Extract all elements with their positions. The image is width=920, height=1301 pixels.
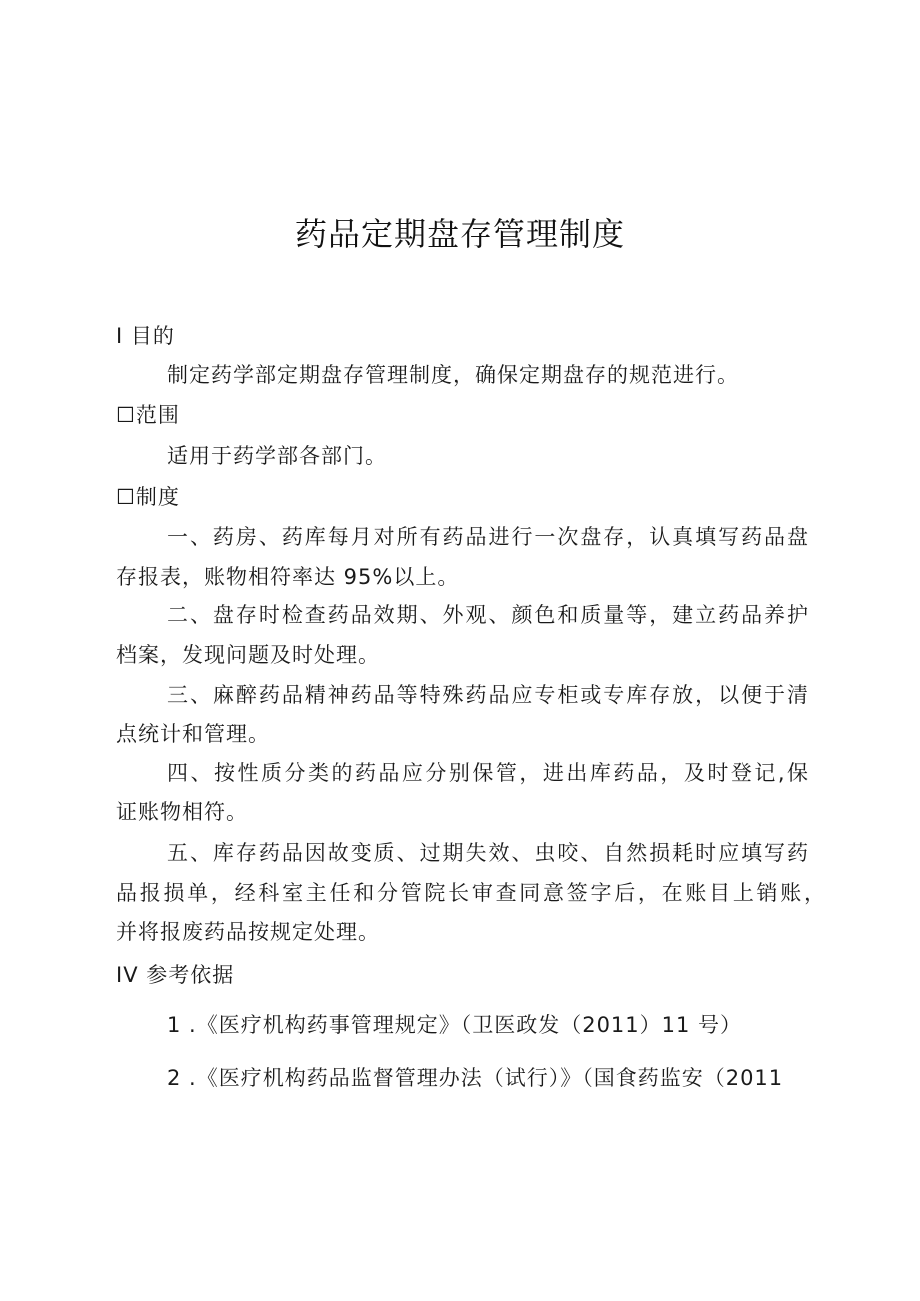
rule-item-3-line2: 点统计和管理。: [116, 722, 270, 746]
section-heading-references: IV 参考依据: [116, 963, 235, 987]
scope-body: 适用于药学部各部门。: [167, 444, 387, 468]
rule-item-5-line3: 并将报废药品按规定处理。: [116, 920, 380, 944]
section-heading-purpose: I 目的: [116, 324, 175, 348]
rule-item-4-line2: 证账物相符。: [116, 800, 248, 824]
rule-item-1-line1: 一、药房、药库每月对所有药品进行一次盘存，认真填写药品盘: [167, 525, 809, 549]
rule-item-2-line2: 档案，发现问题及时处理。: [116, 643, 380, 667]
section-heading-scope: ☐范围: [116, 403, 180, 427]
reference-item-1: 1 .《医疗机构药事管理规定》（卫医政发（2011）11 号）: [167, 1013, 743, 1037]
section-heading-rules: ☐制度: [116, 485, 180, 509]
rule-item-3-line1: 三、麻醉药品精神药品等特殊药品应专柜或专库存放，以便于清: [167, 683, 809, 707]
rule-item-1-line2: 存报表，账物相符率达 95%以上。: [116, 565, 460, 589]
purpose-body: 制定药学部定期盘存管理制度，确保定期盘存的规范进行。: [167, 363, 739, 387]
rule-item-5-line1: 五、库存药品因故变质、过期失效、虫咬、自然损耗时应填写药: [167, 841, 809, 865]
rule-item-5-line2: 品报损单，经科室主任和分管院长审查同意签字后，在账目上销账，: [116, 881, 826, 905]
rule-item-4-line1: 四、按性质分类的药品应分别保管，进出库药品，及时登记,保: [167, 761, 809, 785]
reference-item-2: 2 .《医疗机构药品监督管理办法（试行）》（国食药监安（2011: [167, 1066, 784, 1090]
rule-item-2-line1: 二、盘存时检查药品效期、外观、颜色和质量等，建立药品养护: [167, 603, 809, 627]
document-title: 药品定期盘存管理制度: [294, 215, 625, 253]
